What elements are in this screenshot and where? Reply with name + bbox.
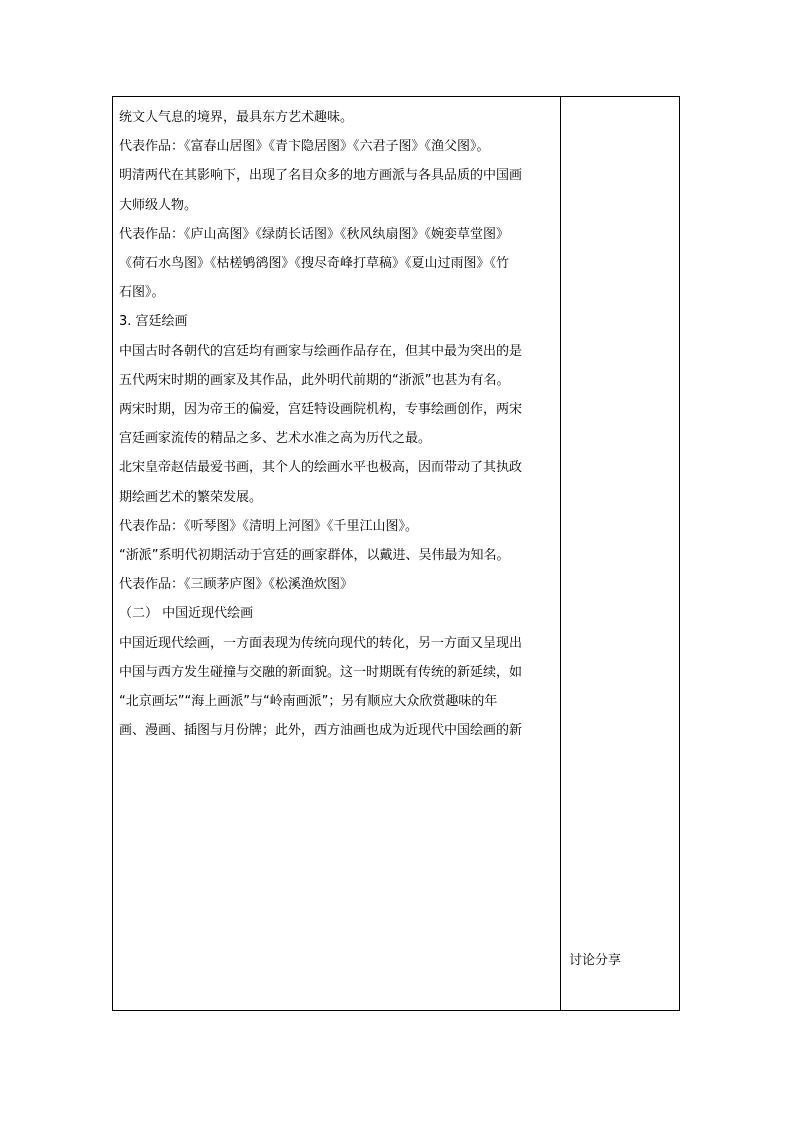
text-line: 中国与西方发生碰撞与交融的新面貌。这一时期既有传统的新延续，如 xyxy=(119,664,523,680)
text-line: （二） 中国近现代绘画 xyxy=(119,606,254,622)
text-line: 画、漫画、插图与月份牌；此外，西方油画也成为近现代中国绘画的新 xyxy=(119,723,523,739)
column-divider xyxy=(560,97,561,1010)
text-line: 统文人气息的境界，最具东方艺术趣味。 xyxy=(119,110,354,125)
text-line: 代表作品：《富春山居图》《青卞隐居图》《六君子图》《渔父图》。 xyxy=(119,139,490,155)
text-line: 宫廷画家流传的精品之多、艺术水准之高为历代之最。 xyxy=(119,431,432,447)
text-line: 《荷石水鸟图》《枯槎鸲鹆图》《搜尽奇峰打草稿》《夏山过雨图》《竹 xyxy=(119,256,510,272)
text-line: 大师级人物。 xyxy=(119,197,198,213)
text-line: 北宋皇帝赵佶最爱书画，其个人的绘画水平也极高，因而带动了其执政 xyxy=(119,460,523,476)
text-line: 石图》。 xyxy=(119,285,165,301)
text-line: 代表作品：《三顾茅庐图》《松溪渔炊图》 xyxy=(119,577,354,593)
text-line: 中国近现代绘画，一方面表现为传统向现代的转化，另一方面又呈现出 xyxy=(119,635,523,651)
text-line: 明清两代在其影响下，出现了名目众多的地方画派与各具品质的中国画 xyxy=(119,168,523,184)
text-line: 3. 宫廷绘画 xyxy=(119,314,188,330)
text-line: 中国古时各朝代的宫廷均有画家与绘画作品存在，但其中最为突出的是 xyxy=(119,343,523,359)
text-line: 两宋时期，因为帝王的偏爱，宫廷特设画院机构，专事绘画创作，两宋 xyxy=(119,402,523,418)
activity-label: 讨论分享 xyxy=(569,953,622,968)
text-line: “北京画坛”“海上画派”与“岭南画派”；另有顺应大众欣赏趣味的年 xyxy=(119,694,498,710)
text-line: “浙派”系明代初期活动于宫廷的画家群体，以戴进、吴伟最为知名。 xyxy=(119,548,510,564)
text-line: 五代两宋时期的画家及其作品，此外明代前期的“浙派”也甚为有名。 xyxy=(119,372,510,388)
text-line: 期绘画艺术的繁荣发展。 xyxy=(119,489,263,505)
lesson-table xyxy=(112,96,680,1011)
text-line: 代表作品：《庐山高图》《绿荫长话图》《秋风纨扇图》《婉娈草堂图》 xyxy=(119,226,510,242)
content-column xyxy=(119,103,555,745)
text-line: 代表作品：《听琴图》《清明上河图》《千里江山图》。 xyxy=(119,518,419,534)
